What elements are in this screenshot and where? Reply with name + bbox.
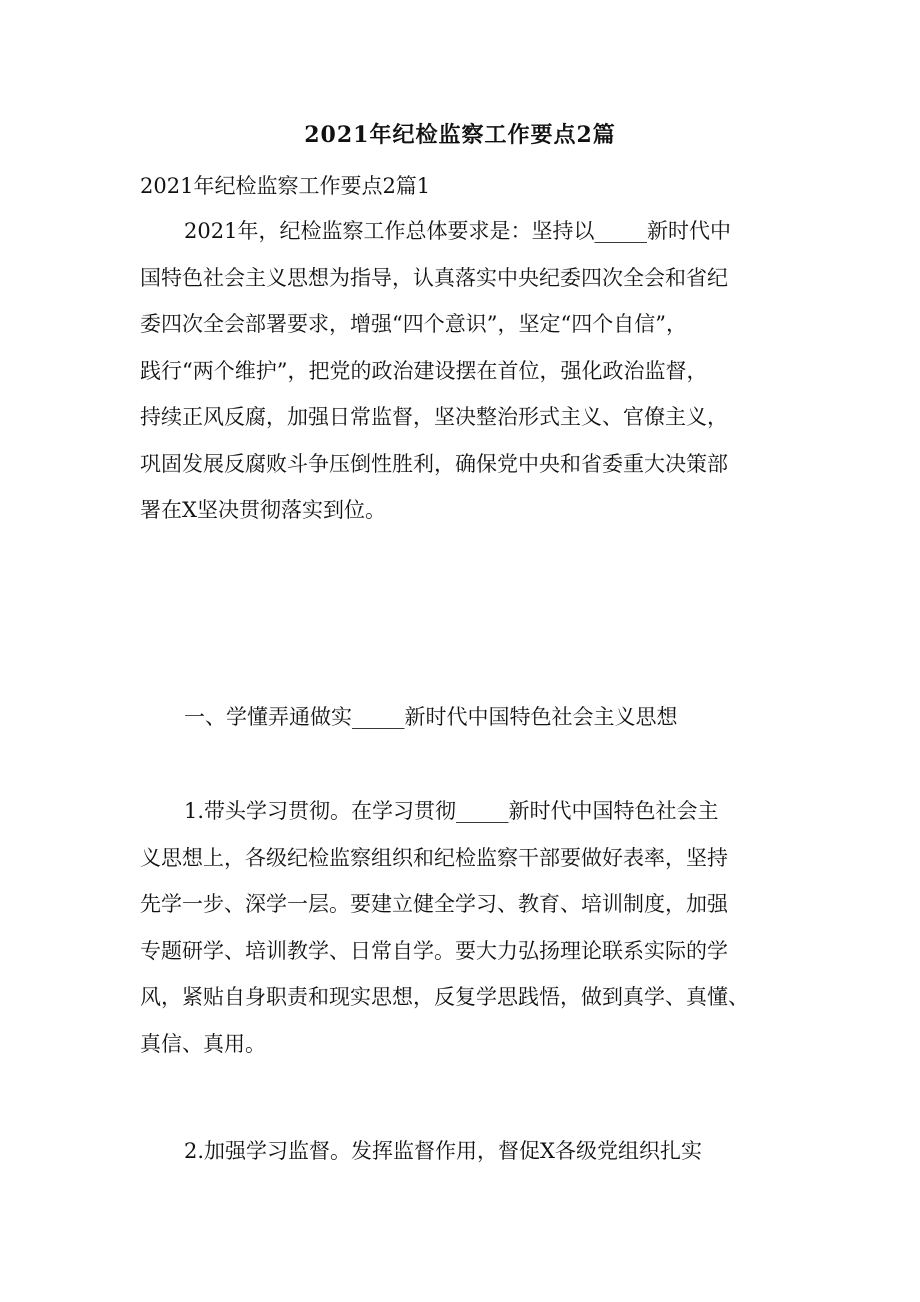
paragraph-line: 国特色社会主义思想为指导，认真落实中央纪委四次全会和省纪 — [140, 265, 728, 290]
paragraph-supervision — [140, 1128, 800, 1175]
paragraph-line: 持续正风反腐，加强日常监督，坚决整治形式主义、官僚主义， — [140, 405, 728, 429]
paragraph-line: 委四次全会部署要求，增强“四个意识”，坚定“四个自信”， — [140, 312, 687, 336]
paragraph-line: 先学一步、深学一层。要建立健全学习、教育、培训制度，加强 — [140, 892, 728, 916]
paragraph-line: 义思想上，各级纪检监察组织和纪检监察干部要做好表率，坚持 — [140, 845, 728, 870]
document-title: 2021年纪检监察工作要点2篇 — [304, 122, 616, 148]
document-subtitle: 2021年纪检监察工作要点2篇1 — [140, 174, 431, 198]
paragraph-line: 巩固发展反腐败斗争压倒性胜利，确保党中央和省委重大决策部 — [140, 451, 728, 476]
paragraph-line: 风，紧贴自身职责和现实思想，反复学思践悟，做到真学、真懂、 — [140, 985, 749, 1009]
paragraph-line: 1.带头学习贯彻。在学习贯彻_____新时代中国特色社会主 — [184, 799, 719, 823]
paragraph-line: 真信、真用。 — [140, 1031, 266, 1056]
paragraph-study — [140, 788, 800, 1067]
paragraph-line: 2.加强学习监督。发挥监督作用，督促X各级党组织扎实 — [184, 1139, 702, 1163]
paragraph-line: 践行“两个维护”，把党的政治建设摆在首位，强化政治监督， — [140, 358, 708, 383]
paragraph-intro — [140, 208, 800, 534]
paragraph-line: 2021年，纪检监察工作总体要求是：坚持以_____新时代中 — [184, 219, 731, 243]
paragraph-line: 专题研学、培训教学、日常自学。要大力弘扬理论联系实际的学 — [140, 938, 728, 963]
paragraph-line: 署在X坚决贯彻落实到位。 — [140, 498, 386, 522]
section-heading: 一、学懂弄通做实_____新时代中国特色社会主义思想 — [184, 705, 678, 729]
